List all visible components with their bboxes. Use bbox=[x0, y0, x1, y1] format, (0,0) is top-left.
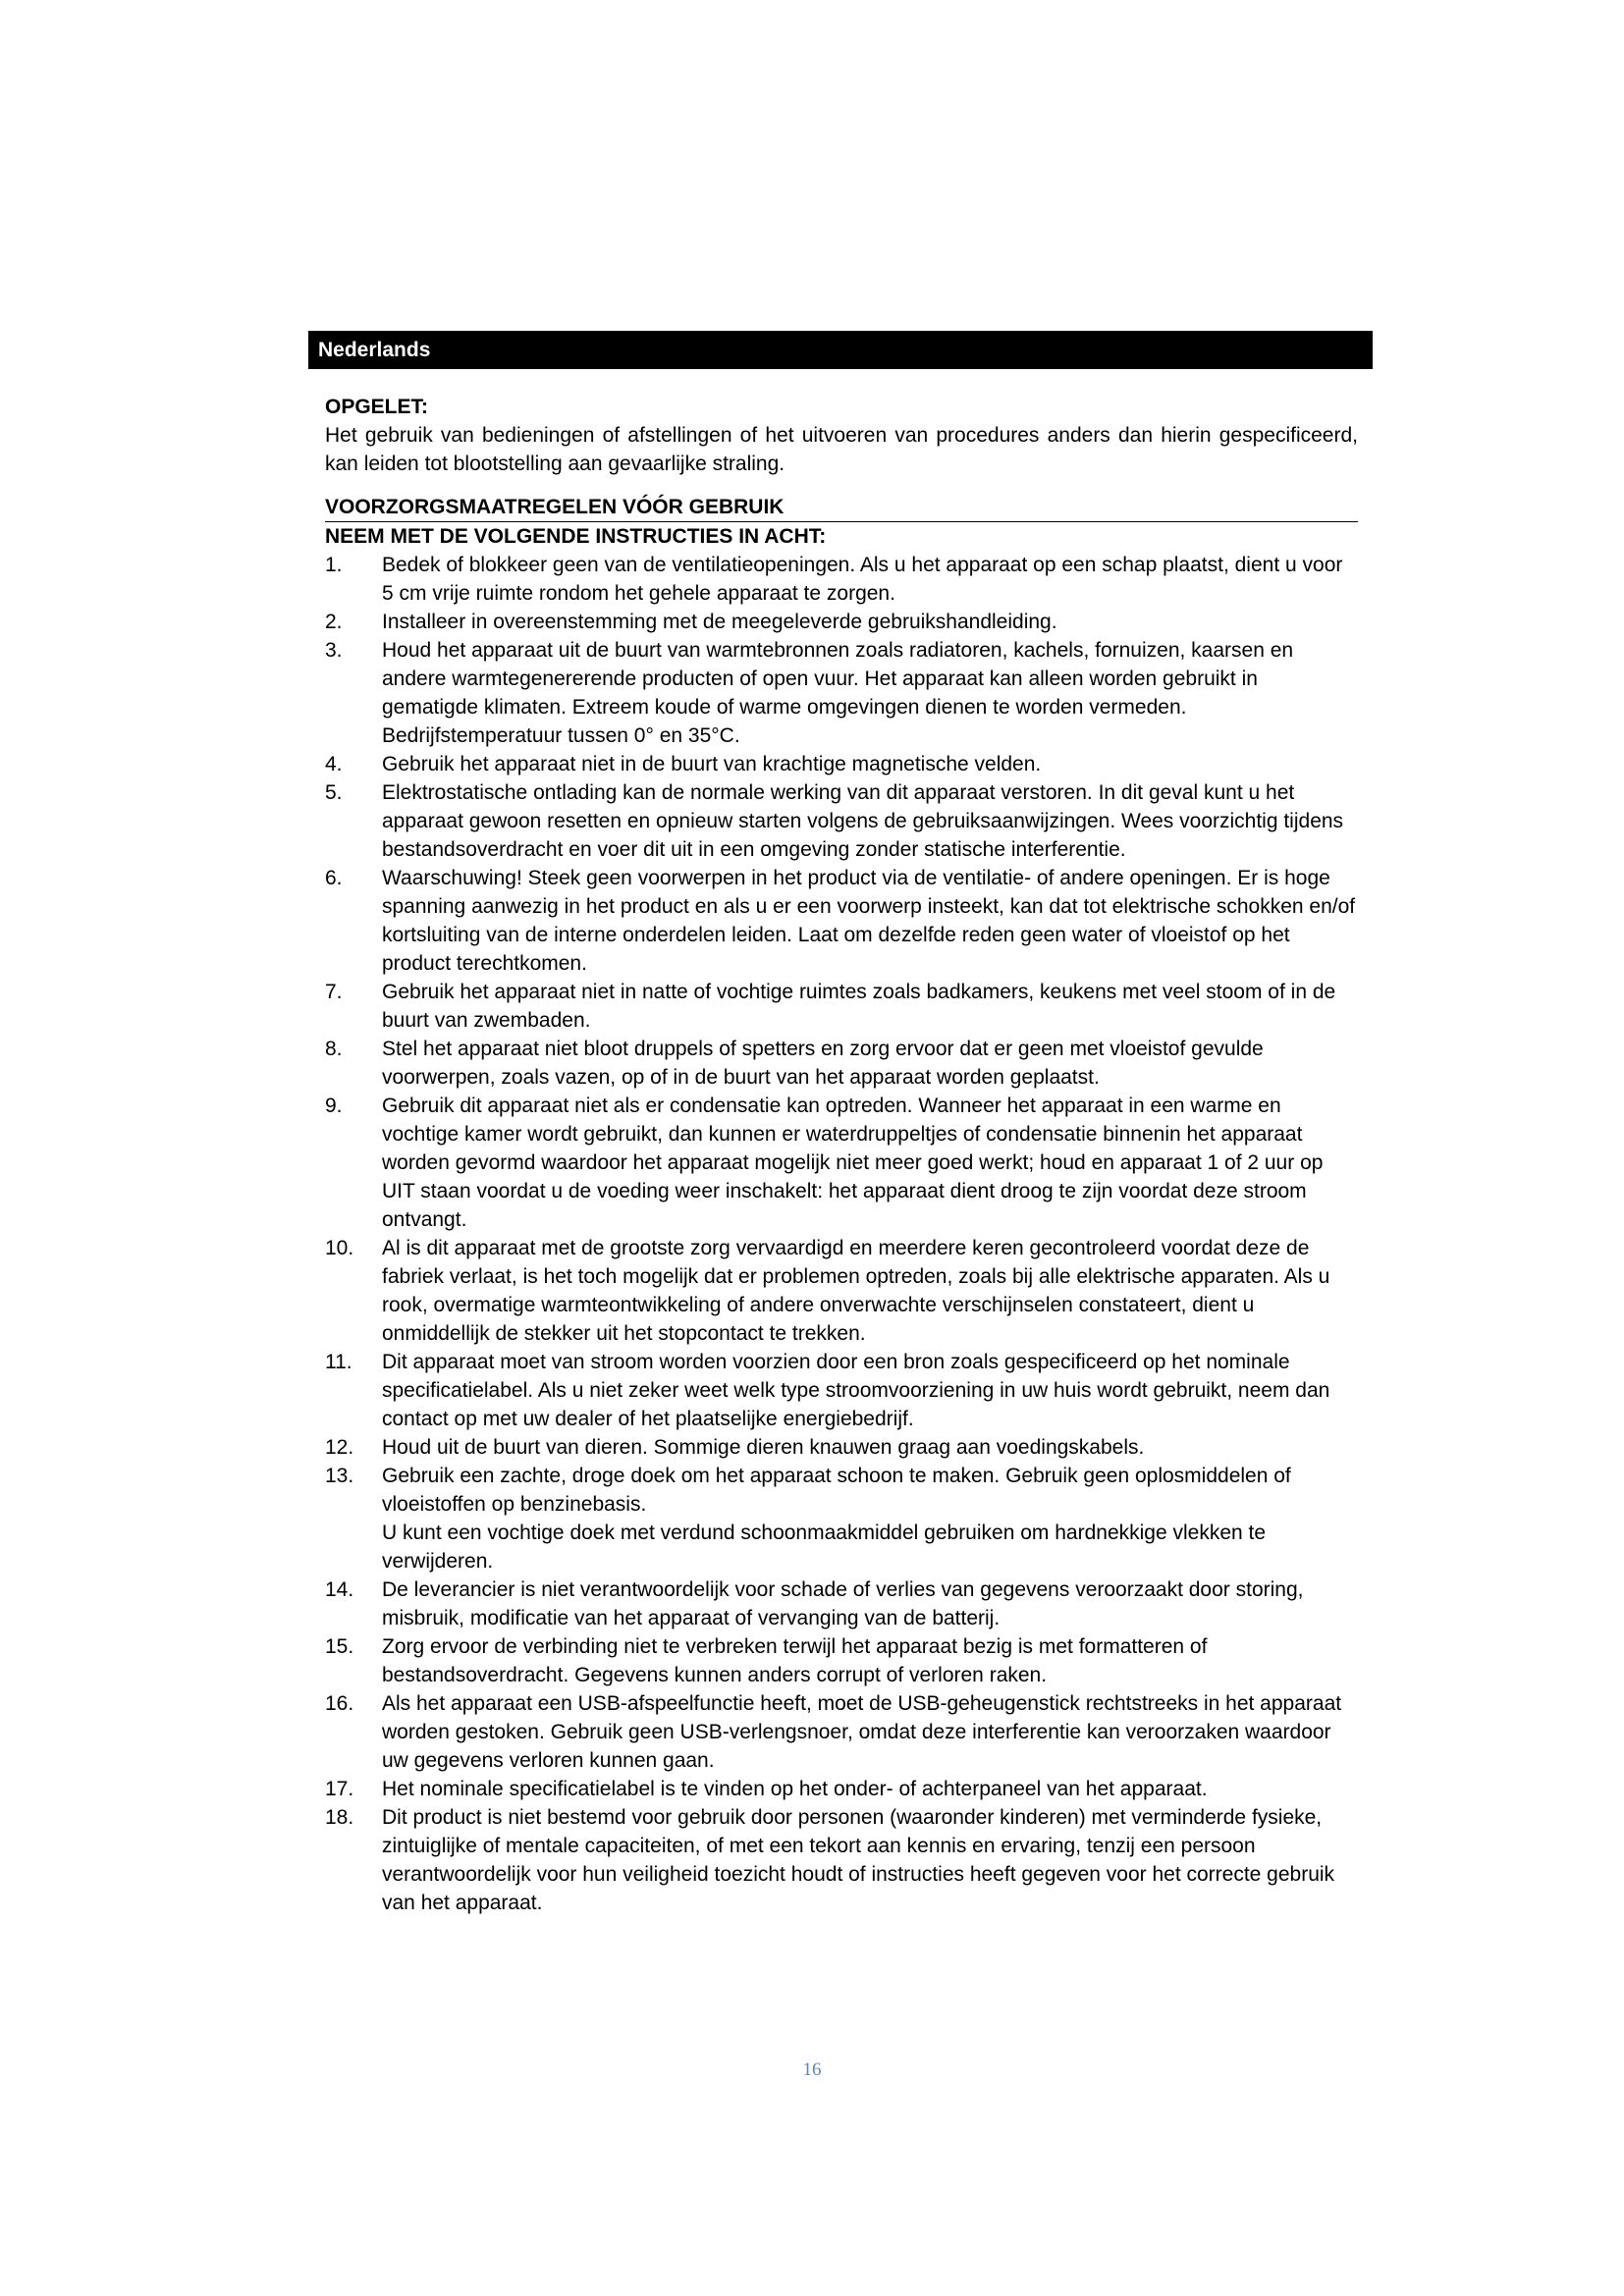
item-number: 14. bbox=[325, 1578, 354, 1601]
item-number: 13. bbox=[325, 1465, 354, 1487]
list-item bbox=[325, 551, 1358, 608]
item-extra-text: U kunt een vochtige doek met verdund schoonmaakmiddel gebruiken om hardnekkige vlekken te verwijderen. bbox=[382, 1522, 1267, 1573]
item-number: 18. bbox=[325, 1806, 354, 1829]
item-text: Al is dit apparaat met de grootste zorg vervaardigd en meerdere keren gecontroleerd voordat deze de fabriek verlaat, is het toch mogelijk dat er problemen optreden, zoals bij alle elektrische apparaten. Als u rook, overmatige warmteontwikkeling of andere onverwachte verschijnselen constateert, dient u onmiddellijk de stekker uit het stopcontact te trekken. bbox=[382, 1237, 1330, 1345]
item-text-block bbox=[382, 1462, 1358, 1575]
item-text: De leverancier is niet verantwoordelijk voor schade of verlies van gegevens veroorzaakt door storing, misbruik, modificatie van het apparaat of vervanging van de batterij. bbox=[382, 1578, 1304, 1629]
item-number: 6. bbox=[325, 867, 343, 889]
item-number: 17. bbox=[325, 1778, 354, 1800]
list-item bbox=[325, 1092, 1358, 1234]
item-text: Elektrostatische ontlading kan de normale werking van dit apparaat verstoren. In dit geval kunt u het apparaat gewoon resetten en opnieuw starten volgens de gebruiksaanwijzingen. Wees voorzichtig tijdens bestandsoverdracht en voer dit uit in een omgeving zonder statische interferentie. bbox=[382, 781, 1344, 861]
list-item bbox=[325, 1632, 1358, 1689]
list-item bbox=[325, 1689, 1358, 1775]
precautions-list bbox=[325, 551, 1358, 1917]
item-number: 12. bbox=[325, 1436, 354, 1459]
list-item bbox=[325, 608, 1358, 636]
precautions-subtitle: NEEM MET DE VOLGENDE INSTRUCTIES IN ACHT: bbox=[325, 525, 827, 548]
item-text: Stel het apparaat niet bloot druppels of spetters en zorg ervoor dat er geen met vloeistof gevulde voorwerpen, zoals vazen, op of in de buurt van het apparaat worden geplaatst. bbox=[382, 1038, 1264, 1089]
item-number: 16. bbox=[325, 1692, 354, 1715]
page-number: 16 bbox=[802, 2059, 822, 2080]
document-body bbox=[325, 393, 1358, 1917]
list-item bbox=[325, 1775, 1358, 1803]
item-number: 5. bbox=[325, 781, 343, 804]
item-text: Gebruik het apparaat niet in de buurt van krachtige magnetische velden. bbox=[382, 753, 1042, 775]
item-number: 1. bbox=[325, 554, 343, 576]
item-text: Als het apparaat een USB-afspeelfunctie heeft, moet de USB-geheugenstick rechtstreeks in het apparaat worden gestoken. Gebruik geen USB-verlengsnoer, omdat deze interferentie kan veroorzaken waardoor uw gegevens verloren kunnen gaan. bbox=[382, 1692, 1342, 1772]
item-text: Gebruik een zachte, droge doek om het apparaat schoon te maken. Gebruik geen oplosmiddelen of vloeistoffen op benzinebasis. bbox=[382, 1465, 1291, 1516]
list-item bbox=[325, 1575, 1358, 1632]
item-text: Het nominale specificatielabel is te vinden op het onder- of achterpaneel van het apparaat. bbox=[382, 1778, 1208, 1800]
list-item bbox=[325, 636, 1358, 750]
item-number: 4. bbox=[325, 753, 343, 775]
item-text: Bedek of blokkeer geen van de ventilatieopeningen. Als u het apparaat op een schap plaatst, dient u voor 5 cm vrije ruimte rondom het gehele apparaat te zorgen. bbox=[382, 554, 1343, 605]
language-header bbox=[308, 331, 1373, 369]
item-text: Houd uit de buurt van dieren. Sommige dieren knauwen graag aan voedingskabels. bbox=[382, 1436, 1145, 1459]
warning-title: OPGELET: bbox=[325, 396, 429, 418]
item-text: Installeer in overeenstemming met de meegeleverde gebruikshandleiding. bbox=[382, 611, 1057, 633]
list-item bbox=[325, 978, 1358, 1035]
item-number: 3. bbox=[325, 639, 343, 662]
item-text: Dit apparaat moet van stroom worden voorzien door een bron zoals gespecificeerd op het nominale specificatielabel. Als u niet zeker weet welk type stroomvoorziening in uw huis wordt gebruikt, neem dan contact op met uw dealer of het plaatselijke energiebedrijf. bbox=[382, 1351, 1330, 1430]
item-text: Dit product is niet bestemd voor gebruik door personen (waaronder kinderen) met verminderde fysieke, zintuiglijke of mentale capaciteiten, of met een tekort aan kennis en ervaring, tenzij een persoon verantwoordelijk voor hun veiligheid toezicht houdt of instructies heeft gegeven voor het correcte gebruik van het apparaat. bbox=[382, 1806, 1335, 1914]
list-item bbox=[325, 750, 1358, 778]
list-item bbox=[325, 778, 1358, 864]
item-text: Gebruik dit apparaat niet als er condensatie kan optreden. Wanneer het apparaat in een warme en vochtige kamer wordt gebruikt, dan kunnen er waterdruppeltjes of condensatie binnenin het apparaat worden gevormd waardoor het apparaat mogelijk niet meer goed werkt; houd en apparaat 1 of 2 uur op UIT staan voordat u de voeding weer inschakelt: het apparaat dient droog te zijn voordat deze stroom ontvangt. bbox=[382, 1095, 1324, 1231]
item-number: 8. bbox=[325, 1038, 343, 1060]
item-number: 10. bbox=[325, 1237, 354, 1259]
list-item bbox=[325, 1035, 1358, 1092]
list-item bbox=[325, 1803, 1358, 1917]
item-text: Houd het apparaat uit de buurt van warmtebronnen zoals radiatoren, kachels, fornuizen, kaarsen en andere warmtegenererende producten of open vuur. Het apparaat kan alleen worden gebruikt in gematigde klimaten. Extreem koude of warme omgevingen dienen te worden vermeden. Bedrijfstemperatuur tussen 0° en 35°C. bbox=[382, 639, 1294, 747]
item-number: 11. bbox=[325, 1351, 352, 1373]
warning-text: Het gebruik van bedieningen of afstellingen of het uitvoeren van procedures anders dan hierin gespecificeerd, kan leiden tot blootstelling aan gevaarlijke straling. bbox=[325, 424, 1358, 475]
precautions-title: VOORZORGSMAATREGELEN VÓÓR GEBRUIK bbox=[325, 493, 1358, 522]
list-item bbox=[325, 1462, 1358, 1575]
list-item bbox=[325, 1433, 1358, 1462]
item-number: 9. bbox=[325, 1095, 343, 1117]
list-item bbox=[325, 1348, 1358, 1433]
item-number: 7. bbox=[325, 981, 343, 1003]
item-number: 2. bbox=[325, 611, 343, 633]
list-item bbox=[325, 864, 1358, 978]
item-text: Zorg ervoor de verbinding niet te verbreken terwijl het apparaat bezig is met formatteren of bestandsoverdracht. Gegevens kunnen anders corrupt of verloren raken. bbox=[382, 1635, 1208, 1686]
item-number: 15. bbox=[325, 1635, 354, 1658]
list-item bbox=[325, 1234, 1358, 1348]
item-text: Gebruik het apparaat niet in natte of vochtige ruimtes zoals badkamers, keukens met veel stoom of in de buurt van zwembaden. bbox=[382, 981, 1336, 1032]
language-label: Nederlands bbox=[318, 339, 431, 361]
item-text: Waarschuwing! Steek geen voorwerpen in het product via de ventilatie- of andere openingen. Er is hoge spanning aanwezig in het product en als u er een voorwerp insteekt, kan dat tot elektrische schokken en/of kortsluiting van de interne onderdelen leiden. Laat om dezelfde reden geen water of vloeistof op het product terechtkomen. bbox=[382, 867, 1356, 975]
